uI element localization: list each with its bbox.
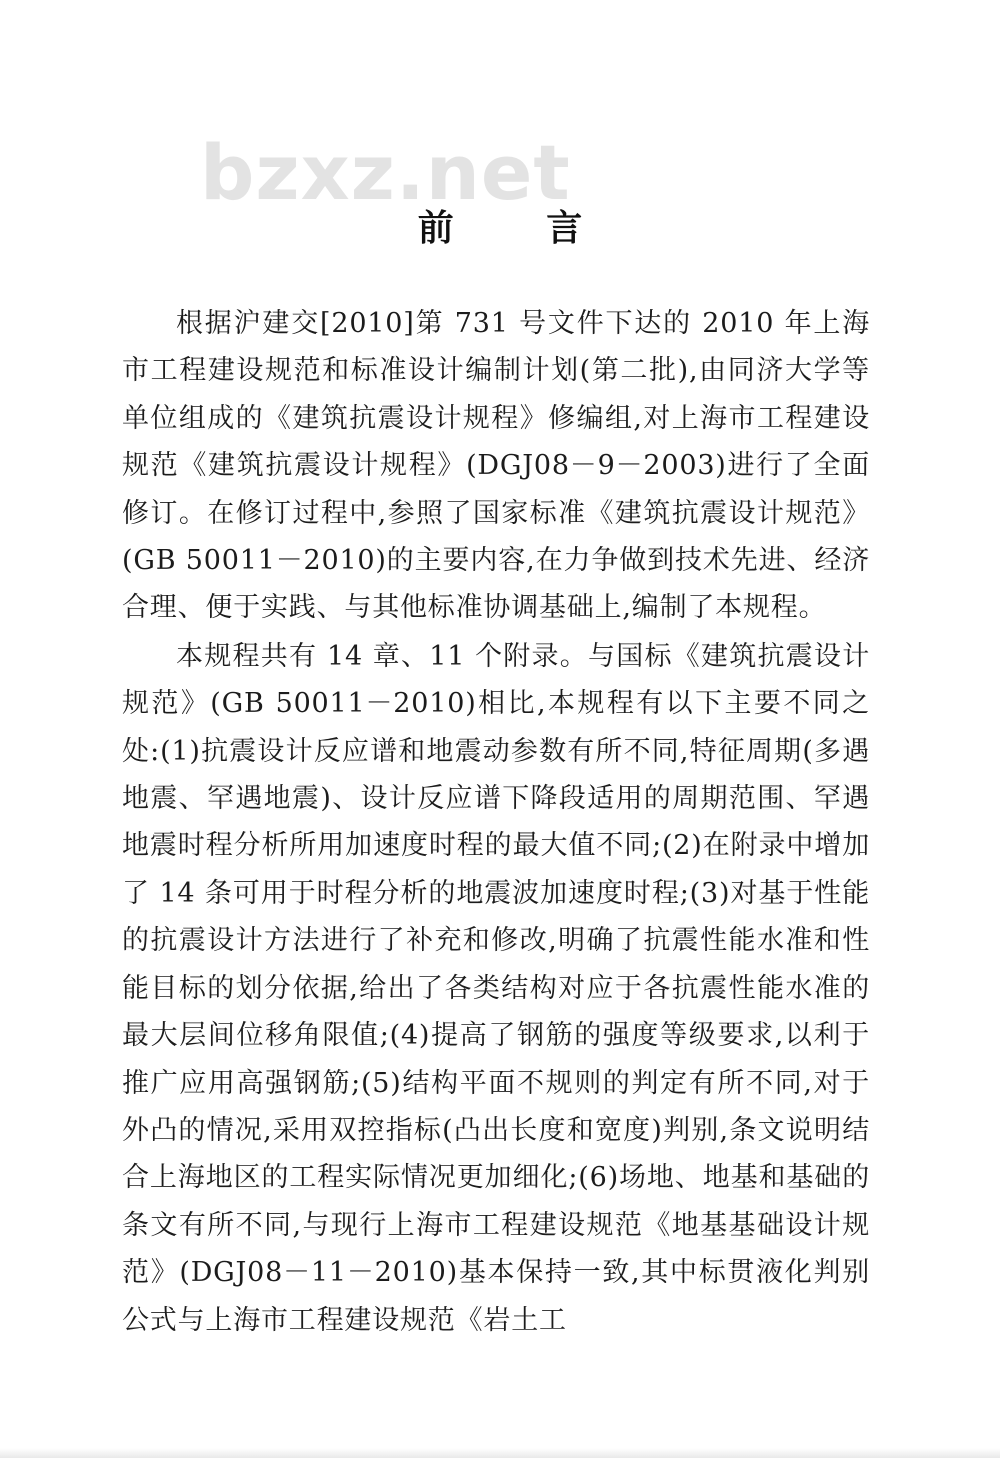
- paragraph: 根据沪建交[2010]第 731 号文件下达的 2010 年上海市工程建设规范和标准设计编制计划(第二批),由同济大学等单位组成的《建筑抗震设计规程》修编组,对上海市工程建设规范《建筑抗震设计规程》(DGJ08－9－2003)进行了全面修订。在修订过程中,参照了国家标准《建筑抗震设计规范》(GB 50011－2010)的主要内容,在力争做到技术先进、经济合理、便于实践、与其他标准协调基础上,编制了本规程。: [122, 308, 870, 624]
- paragraph: 本规程共有 14 章、11 个附录。与国标《建筑抗震设计规范》(GB 50011－2010)相比,本规程有以下主要不同之处:(1)抗震设计反应谱和地震动参数有所不同,特征周期(多遇地震、罕遇地震)、设计反应谱下降段适用的周期范围、罕遇地震时程分析所用加速度时程的最大值不同;(2)在附录中增加了 14 条可用于时程分析的地震波加速度时程;(3)对基于性能的抗震设计方法进行了补充和修改,明确了抗震性能水准和性能目标的划分依据,给出了各类结构对应于各抗震性能水准的最大层间位移角限值;(4)提高了钢筋的强度等级要求,以利于推广应用高强钢筋;(5)结构平面不规则的判定有所不同,对于外凸的情况,采用双控指标(凸出长度和宽度)判别,条文说明结合上海地区的工程实际情况更加细化;(6)场地、地基和基础的条文有所不同,与现行上海市工程建设规范《地基基础设计规范》(DGJ08－11－2010)基本保持一致,其中标贯液化判别公式与上海市工程建设规范《岩土工: [122, 640, 870, 1336]
- body-text: [122, 300, 870, 1344]
- page-title: 前 言: [417, 207, 623, 249]
- page-bottom-edge: [0, 1448, 1000, 1458]
- watermark: bzxz.net: [200, 128, 571, 217]
